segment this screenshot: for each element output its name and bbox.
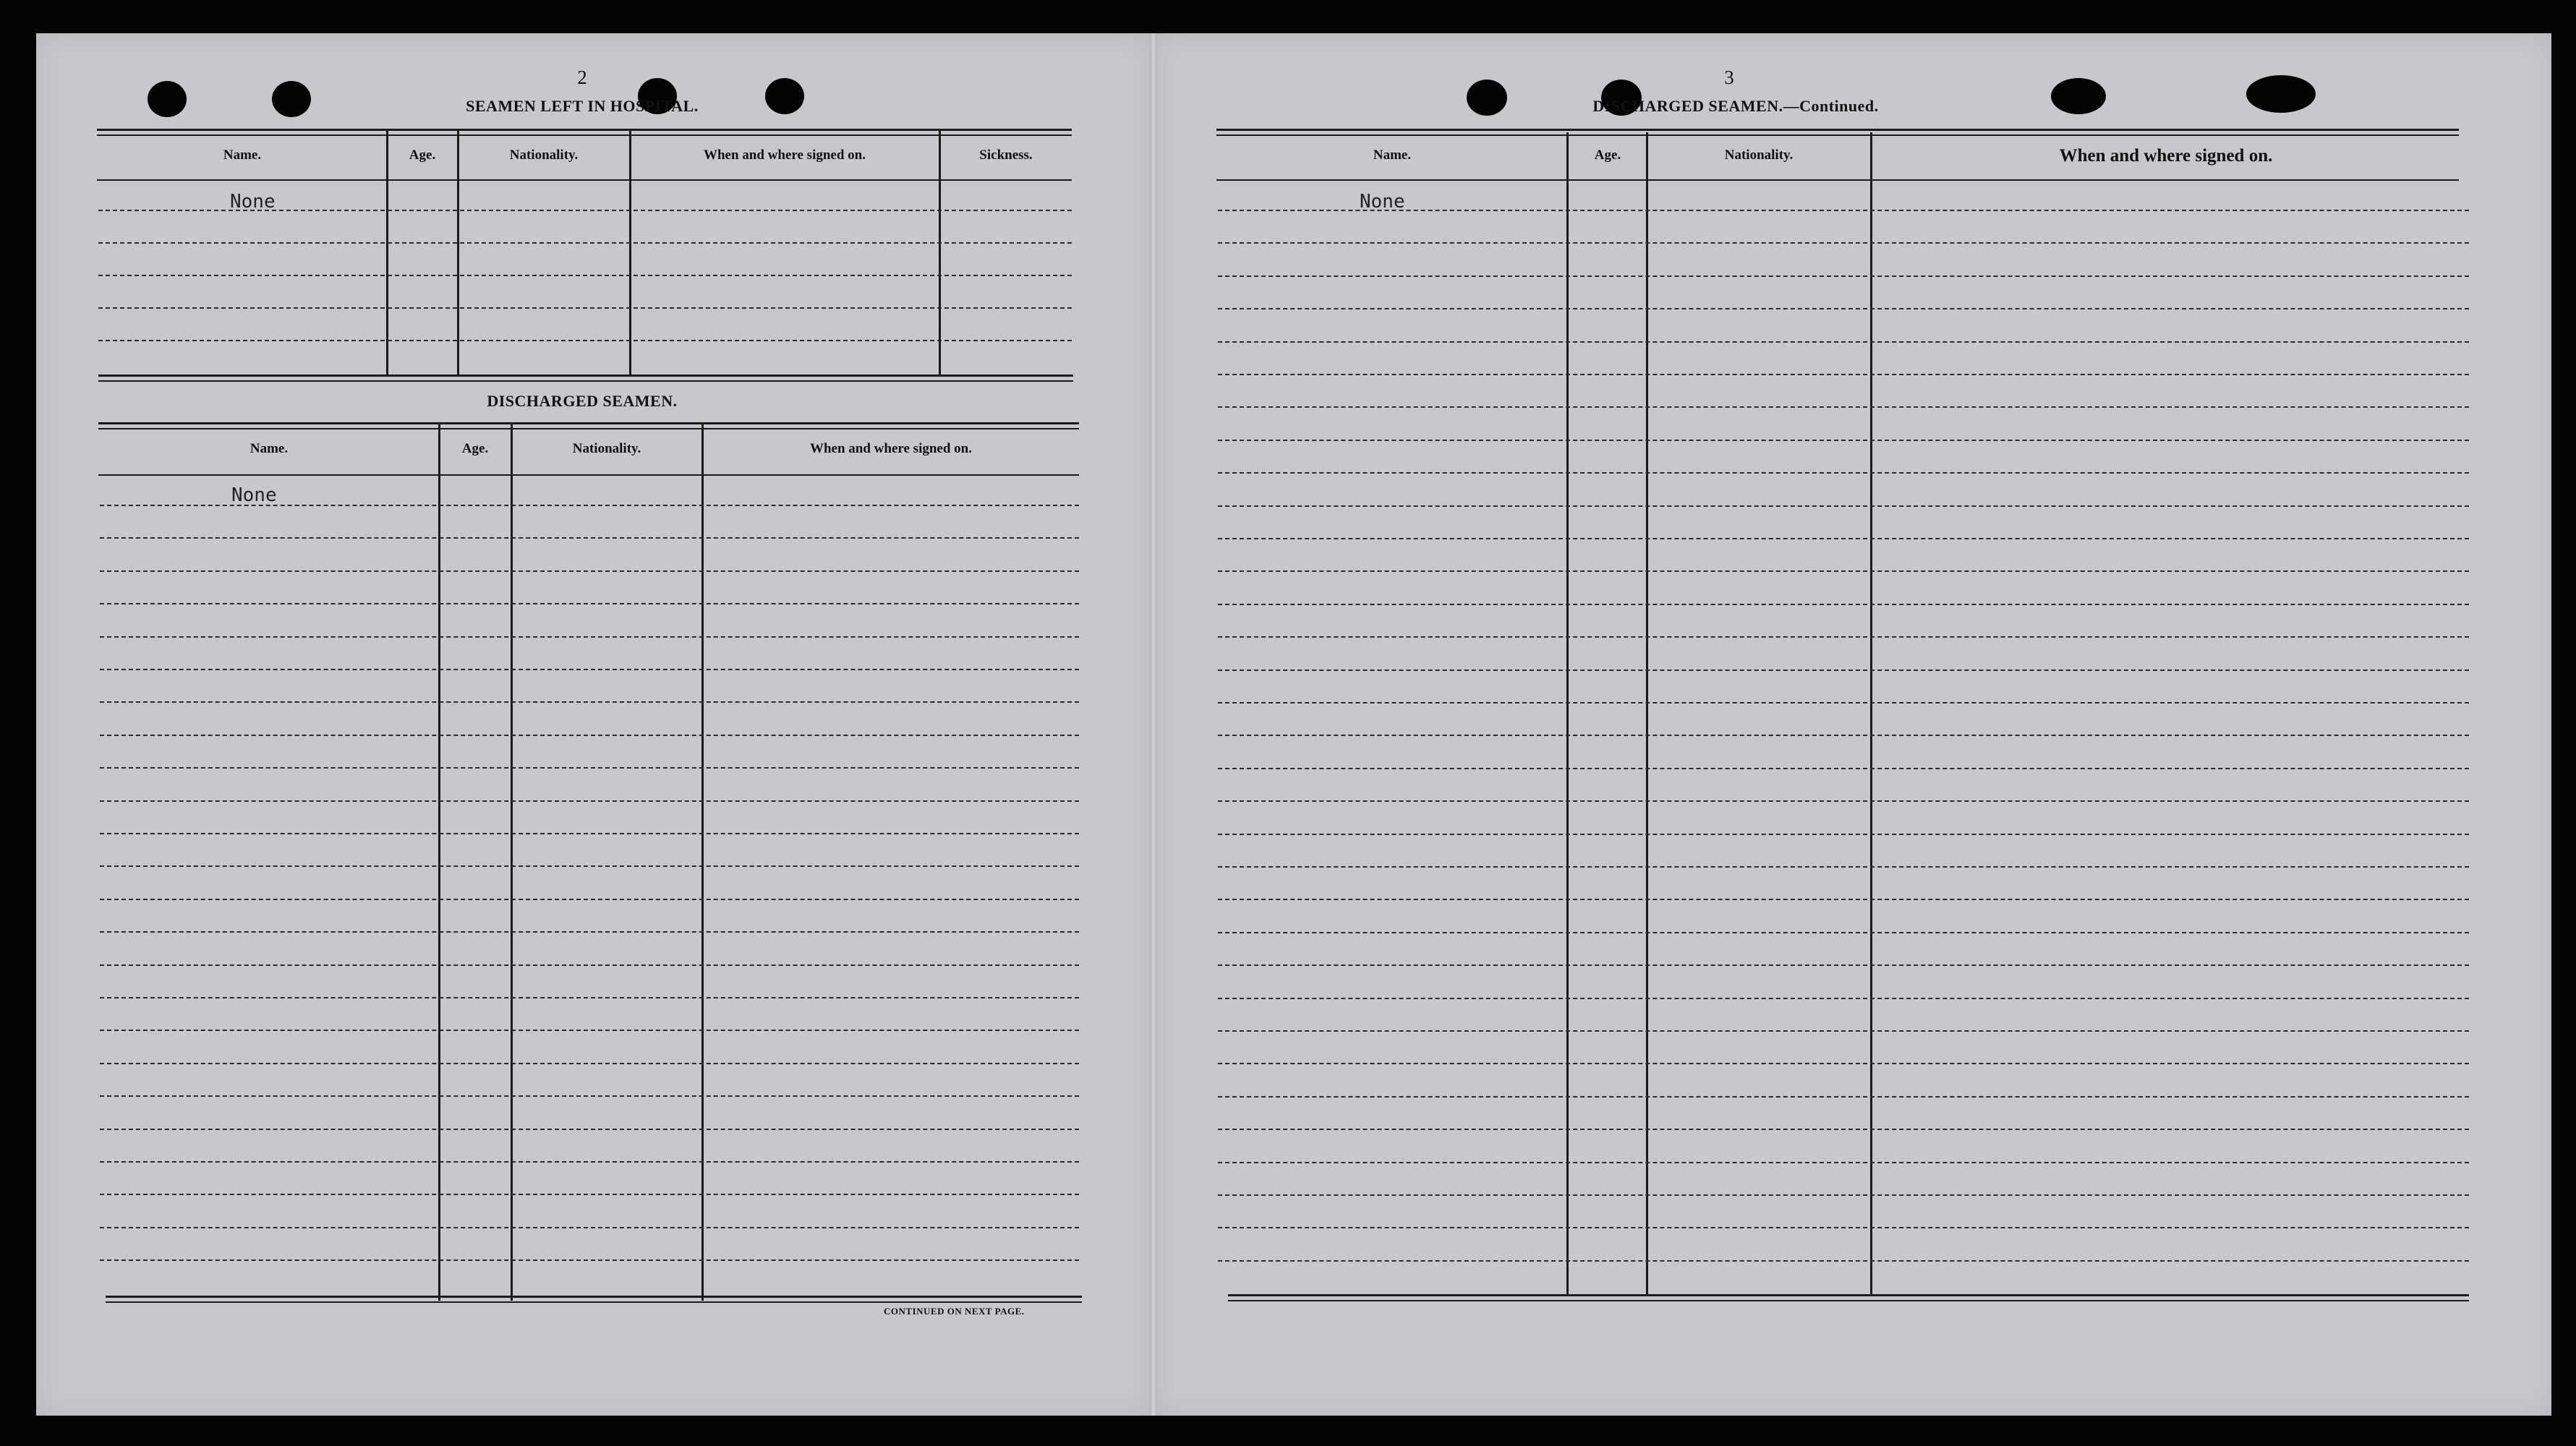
table-rule [106,1296,1082,1298]
dotted-row-line [1218,998,2469,999]
dotted-row-line [100,701,1079,703]
column-header-nationality: Nationality. [572,441,641,456]
discharged-section-title: DISCHARGED SEAMEN. [487,392,678,410]
punch-hole [2246,75,2316,113]
column-header-signed-on: When and where signed on. [2059,146,2273,166]
dotted-row-line [1218,866,2469,868]
page-number: 3 [1724,67,1734,88]
dotted-row-line [100,931,1079,933]
dotted-row-line [1218,341,2469,343]
column-divider [1646,132,1648,1296]
column-header-age: Age. [461,441,489,456]
dotted-row-line [1218,768,2469,769]
table-rule [1228,1294,2469,1296]
dotted-row-line [1218,1129,2469,1130]
header-rule [97,179,1072,181]
discharged-continued-title: DISCHARGED SEAMEN.—Continued. [1592,97,1879,115]
page-number: 2 [577,67,587,88]
dotted-row-line [1218,899,2469,900]
dotted-row-line [1218,472,2469,474]
hospital-first-name: None [230,191,276,213]
dotted-row-line [100,1129,1079,1130]
punch-hole [148,81,187,117]
dotted-row-line [1218,1063,2469,1064]
dotted-row-line [100,964,1079,966]
dotted-row-line [98,307,1072,309]
column-header-nationality: Nationality. [1724,147,1794,163]
continued-first-name: None [1360,191,1405,213]
table-rule [106,1301,1082,1303]
dotted-row-line [1218,275,2469,277]
dotted-row-line [1218,374,2469,375]
table-rule [1216,134,2459,136]
dotted-row-line [100,735,1079,736]
dotted-row-line [1218,964,2469,966]
column-header-name: Name. [223,147,262,163]
column-header-name: Name. [1373,147,1412,163]
dotted-row-line [1218,570,2469,572]
dotted-row-line [100,1161,1079,1163]
dotted-row-line [1218,538,2469,539]
right-page [1153,33,2551,1416]
dotted-row-line [100,865,1079,867]
discharged-first-name: None [231,484,277,506]
table-rule [98,422,1079,424]
dotted-row-line [1218,1227,2469,1228]
punch-hole [272,81,311,117]
column-header-name: Name. [250,441,289,456]
column-header-age: Age. [1594,147,1621,163]
dotted-row-line [1218,505,2469,507]
dotted-row-line [1218,669,2469,671]
dotted-row-line [98,210,1072,211]
dotted-row-line [1218,932,2469,933]
dotted-row-line [98,275,1072,276]
dotted-row-line [1218,1260,2469,1262]
table-rule [97,129,1072,131]
left-page [36,33,1153,1416]
column-header-age: Age. [409,147,436,163]
dotted-row-line [1218,1096,2469,1098]
punch-hole [2051,78,2106,114]
dotted-row-line [100,997,1079,998]
table-rule [1228,1300,2469,1301]
dotted-row-line [1218,834,2469,835]
dotted-row-line [100,636,1079,638]
table-rule [1216,129,2459,131]
dotted-row-line [1218,735,2469,736]
dotted-row-line [1218,1162,2469,1163]
dotted-row-line [100,603,1079,604]
dotted-row-line [1218,1030,2469,1032]
table-rule [98,375,1073,377]
column-divider [701,424,704,1301]
dotted-row-line [1218,800,2469,802]
dotted-row-line [98,340,1072,341]
dotted-row-line [98,242,1072,244]
dotted-row-line [100,1194,1079,1195]
table-rule [97,134,1072,136]
dotted-row-line [100,1259,1079,1261]
dotted-row-line [100,833,1079,834]
header-rule [98,474,1079,476]
page-gutter [1150,33,1157,1416]
continued-note: CONTINUED ON NEXT PAGE. [884,1306,1025,1317]
dotted-row-line [100,505,1079,506]
column-divider [1870,132,1872,1296]
dotted-row-line [1218,702,2469,703]
dotted-row-line [100,800,1079,802]
dotted-row-line [100,1095,1079,1097]
dotted-row-line [1218,406,2469,408]
header-rule [1216,179,2459,181]
dotted-row-line [100,1030,1079,1031]
column-header-signed-on: When and where signed on. [809,441,972,456]
dotted-row-line [1218,1194,2469,1196]
column-divider [438,424,440,1301]
dotted-row-line [1218,604,2469,605]
dotted-row-line [100,767,1079,769]
dotted-row-line [100,537,1079,539]
table-rule [98,428,1079,429]
column-header-sickness: Sickness. [979,147,1033,163]
column-header-signed-on: When and where signed on. [703,147,866,163]
hospital-section-title: SEAMEN LEFT IN HOSPITAL. [466,97,699,115]
table-rule [98,380,1073,382]
dotted-row-line [100,899,1079,900]
dotted-row-line [1218,242,2469,244]
dotted-row-line [1218,308,2469,309]
dotted-row-line [100,669,1079,670]
dotted-row-line [100,1227,1079,1228]
dotted-row-line [100,570,1079,572]
column-divider [511,424,513,1301]
dotted-row-line [1218,440,2469,441]
dotted-row-line [100,1063,1079,1064]
column-header-nationality: Nationality. [509,147,579,163]
dotted-row-line [1218,636,2469,638]
column-divider [1566,132,1569,1296]
dotted-row-line [1218,210,2469,211]
